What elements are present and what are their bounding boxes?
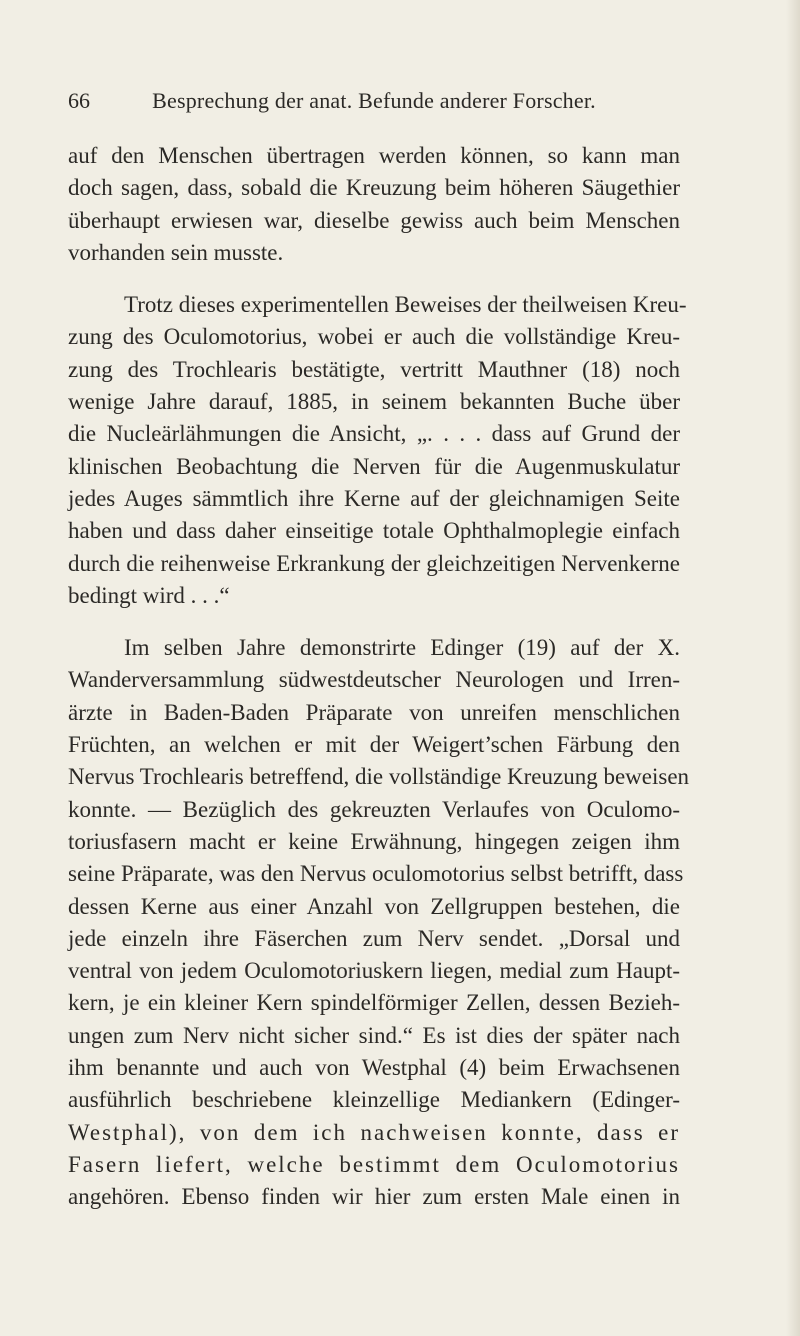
text-line: ärzte in Baden-Baden Präparate von unreifen menschlichen	[68, 699, 680, 725]
text-line: Im selben Jahre demonstrirte Edinger (19) auf der X.	[124, 635, 680, 661]
page-edge-shadow	[786, 0, 800, 1336]
text-line: jede einzeln ihre Fäserchen zum Nerv sendet. „Dorsal und	[68, 925, 680, 951]
text-line: Nervus Trochlearis betreffend, die vollständige Kreuzung beweisen	[68, 764, 690, 790]
body-text	[68, 140, 690, 1214]
text-line: doch sagen, dass, sobald die Kreuzung beim höheren Säugethier	[68, 175, 680, 201]
text-line: auf den Menschen übertragen werden können, so kann man	[68, 143, 680, 168]
text-line: seine Präparate, was den Nervus oculomotorius selbst betrifft, dass	[68, 861, 684, 887]
paragraph-3	[68, 632, 690, 1213]
text-line: haben und dass daher einseitige totale Ophthalmoplegie einfach	[68, 518, 680, 544]
text-line: jedes Auges sämmtlich ihre Kerne auf der gleichnamigen Seite	[68, 485, 680, 511]
running-title: Besprechung der anat. Befunde anderer Forscher.	[152, 88, 596, 113]
text-line: bedingt wird . . .“	[68, 582, 230, 608]
page-number: 66	[68, 88, 90, 113]
text-line: wenige Jahre darauf, 1885, in seinem bekannten Buche über	[68, 389, 680, 415]
text-line: klinischen Beobachtung die Nerven für die Augenmuskulatur	[68, 453, 680, 479]
text-line: die Nucleärlähmungen die Ansicht, „. . . . dass auf Grund der	[68, 421, 680, 447]
text-line: kern, je ein kleiner Kern spindelförmiger Zellen, dessen Bezieh-	[68, 990, 680, 1016]
text-line: durch die reihenweise Erkrankung der gleichzeitigen Nervenkerne	[68, 550, 680, 576]
text-line: angehören. Ebenso finden wir hier zum ersten Male einen in	[68, 1184, 680, 1210]
paragraph-2	[68, 289, 687, 612]
text-line: Trotz dieses experimentellen Beweises der theilweisen Kreu-	[124, 292, 687, 318]
text-line: zung des Trochlearis bestätigte, vertritt Mauthner (18) noch	[68, 356, 680, 382]
text-line: ungen zum Nerv nicht sicher sind.“ Es ist dies der später nach	[68, 1022, 680, 1048]
text-line: dessen Kerne aus einer Anzahl von Zellgruppen bestehen, die	[68, 893, 680, 919]
text-line: Fasern liefert, welche bestimmt dem Oculomotorius	[68, 1151, 680, 1177]
paragraph-1	[68, 140, 680, 269]
running-head	[68, 86, 680, 116]
text-line: zung des Oculomotorius, wobei er auch die vollständige Kreu-	[68, 324, 680, 350]
text-line: überhaupt erwiesen war, dieselbe gewiss auch beim Menschen	[68, 207, 680, 233]
text-line: Wanderversammlung südwestdeutscher Neurologen und Irren-	[68, 667, 680, 693]
text-line: ihm benannte und auch von Westphal (4) beim Erwachsenen	[68, 1055, 680, 1081]
text-line: Westphal), von dem ich nachweisen konnte, dass er	[68, 1119, 680, 1145]
text-line: Früchten, an welchen er mit der Weigert’schen Färbung den	[68, 732, 680, 758]
text-line: ausführlich beschriebene kleinzellige Mediankern (Edinger-	[68, 1087, 680, 1113]
text-line: vorhanden sein musste.	[68, 239, 284, 265]
text-line: konnte. — Bezüglich des gekreuzten Verlaufes von Oculomo-	[68, 796, 680, 822]
text-line: ventral von jedem Oculomotoriuskern liegen, medial zum Haupt-	[68, 958, 680, 984]
text-line: toriusfasern macht er keine Erwähnung, hingegen zeigen ihm	[68, 828, 680, 854]
